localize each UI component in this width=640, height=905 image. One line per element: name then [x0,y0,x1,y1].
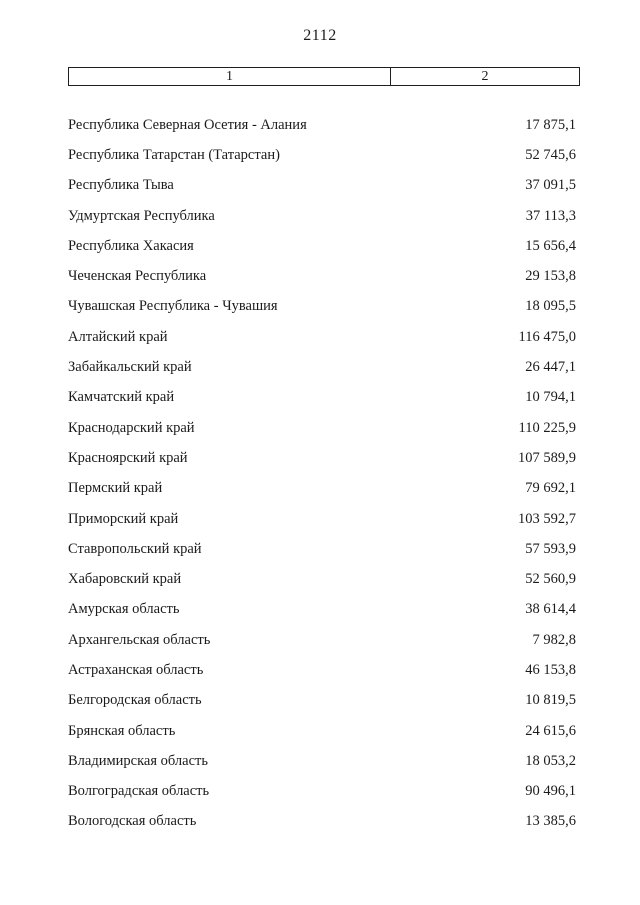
table-row [68,474,576,504]
table-row [68,686,576,716]
table-row [68,201,576,231]
table-row [68,292,576,322]
region-value: 52 745,6 [525,146,576,163]
region-value: 18 095,5 [525,298,576,315]
table-row [68,534,576,564]
region-value: 10 819,5 [525,692,576,709]
table-row [68,595,576,625]
table-row [68,443,576,473]
region-name: Хабаровский край [68,571,182,588]
region-name: Республика Татарстан (Татарстан) [68,146,280,163]
region-name: Белгородская область [68,692,202,709]
region-name: Чеченская Республика [68,268,207,285]
region-value: 37 113,3 [525,207,576,224]
region-value: 13 385,6 [525,813,576,830]
region-name: Республика Тыва [68,177,174,194]
table-row [68,413,576,443]
region-value: 29 153,8 [525,268,576,285]
region-value: 79 692,1 [525,480,576,497]
region-name: Краснодарский край [68,419,195,436]
region-name: Республика Хакасия [68,237,194,254]
region-value: 110 225,9 [518,419,576,436]
region-name: Вологодская область [68,813,197,830]
table-row [68,564,576,594]
column-header-1: 1 [69,68,391,85]
region-name: Забайкальский край [68,359,192,376]
region-value: 7 982,8 [532,631,576,648]
region-value: 18 053,2 [525,752,576,769]
table-row [68,110,576,140]
region-value: 10 794,1 [525,389,576,406]
region-value: 37 091,5 [525,177,576,194]
region-value: 15 656,4 [525,237,576,254]
region-value: 90 496,1 [525,783,576,800]
table-row [68,383,576,413]
region-name: Алтайский край [68,328,168,345]
region-value: 46 153,8 [525,661,576,678]
region-name: Удмуртская Республика [68,207,215,224]
table-row [68,352,576,382]
region-value: 103 592,7 [518,510,576,527]
region-name: Республика Северная Осетия - Алания [68,116,307,133]
table-row [68,231,576,261]
table-row [68,716,576,746]
table-row [68,807,576,837]
column-header-2: 2 [481,68,489,84]
table-row [68,140,576,170]
region-name: Чувашская Республика - Чувашия [68,298,278,315]
region-value: 52 560,9 [525,571,576,588]
region-name: Приморский край [68,510,179,527]
region-value: 17 875,1 [525,116,576,133]
region-name: Брянская область [68,722,176,739]
table-row [68,625,576,655]
page-number: 2112 [303,27,337,44]
table-header-row [68,67,580,86]
region-name: Астраханская область [68,661,204,678]
region-name: Волгоградская область [68,783,210,800]
table-row [68,655,576,685]
region-name: Владимирская область [68,752,208,769]
region-name: Камчатский край [68,389,175,406]
region-value: 57 593,9 [525,540,576,557]
region-value: 24 615,6 [525,722,576,739]
table-rows [68,110,576,837]
table-row [68,504,576,534]
region-value: 38 614,4 [525,601,576,618]
table-row [68,171,576,201]
region-name: Ставропольский край [68,540,202,557]
region-name: Пермский край [68,480,163,497]
region-value: 107 589,9 [518,449,576,466]
table-row [68,746,576,776]
region-name: Амурская область [68,601,180,618]
region-value: 26 447,1 [525,359,576,376]
region-name: Красноярский край [68,449,188,466]
table-row [68,777,576,807]
region-value: 116 475,0 [518,328,576,345]
table-row [68,322,576,352]
table-row [68,261,576,291]
region-name: Архангельская область [68,631,211,648]
